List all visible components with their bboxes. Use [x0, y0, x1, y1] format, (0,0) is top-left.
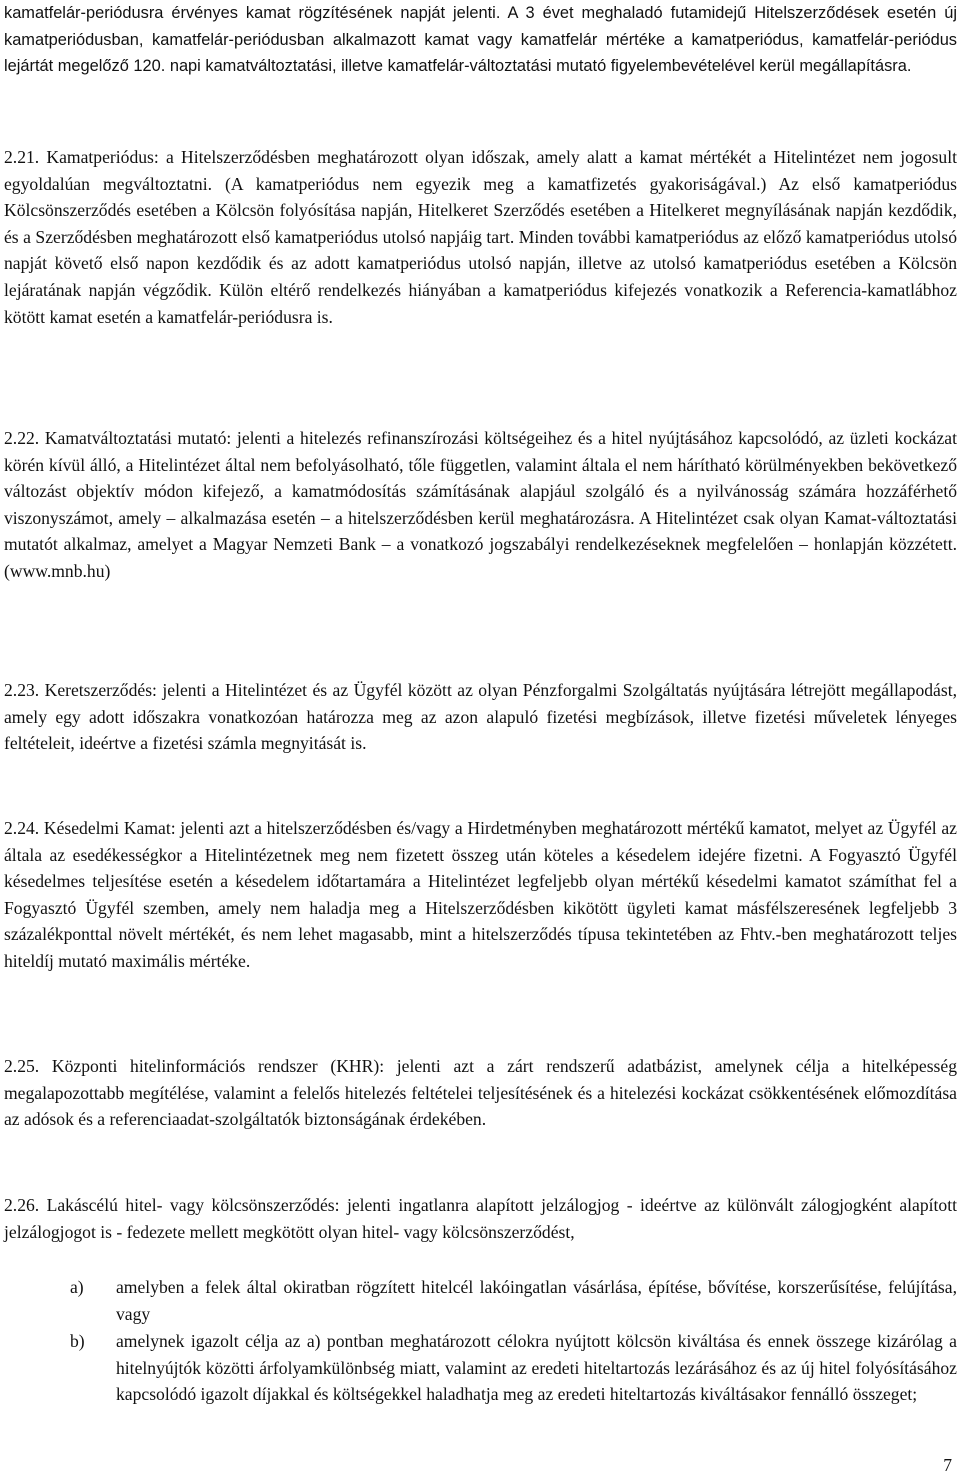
section-2-21-text: 2.21. Kamatperiódus: a Hitelszerződésben meghatározott olyan időszak, amely alatt a kamat mértékét a Hitelintézet nem jogosult egyoldalúan megváltoztatni. (A kamatperiódus nem egyezik meg a kamatfizetés gyakoriságával.) Az első kamatperiódus Kölcsönszerződés esetében a Kölcsön folyósítása napján, Hitelkeret Szerződés esetében a Hitelkeret megnyílásának napján kezdődik, és a Szerződésben meghatározott első kamatperiódus utolsó napjáig tart. Minden további kamatperiódus az előző kamatperiódus utolsó napját követő első napon kezdődik és az adott kamatperiódus utolsó napján, illetve az utolsó kamatperiódus esetében a Kölcsön lejáratának napján végződik. Külön eltérő rendelkezés hiányában a kamatperiódus kifejezés vonatkozik a Referencia-kamatlábhoz kötött kamat esetén a kamatfelár-periódusra is. [4, 147, 957, 327]
section-2-25 [4, 1053, 957, 1133]
section-2-23-text: 2.23. Keretszerződés: jelenti a Hitelintézet és az Ügyfél között az olyan Pénzforgalmi Szolgáltatás nyújtására létrejött megállapodást, amely egy adott időszakra vonatkozóan határozza meg az azon alapuló fizetési megbízások, illetve fizetési műveletek lényeges feltételeit, ideértve a fizetési számla megnyitását is. [4, 680, 957, 754]
section-2-22-text: 2.22. Kamatváltoztatási mutató: jelenti a hitelezés refinanszírozási költségeihez és a hitel nyújtásához kapcsolódó, az üzleti kockázat körén kívül álló, a Hitelintézet által nem befolyásolható, tőle független, valamint általa el nem hárítható körülményekben bekövetkező változást objektív módon kifejező, a kamatmódosítás számításának alapjául szolgáló és a nyilvánosság számára hozzáférhető viszonyszámot, amely – alkalmazása esetén – a hitelszerződésben kerül meghatározásra. A Hitelintézet csak olyan Kamat-változtatási mutatót alkalmaz, amelyet a Magyar Nemzeti Bank – a vonatkozó jogszabályi rendelkezéseknek megfelelően – honlapján közzétett. (www.mnb.hu) [4, 428, 957, 581]
section-2-24 [4, 815, 957, 975]
section-2-26-text: 2.26. Lakáscélú hitel- vagy kölcsönszerződés: jelenti ingatlanra alapított jelzálogjog - ideértve az különvált zálogjogként alapított jelzálogjogot is - fedezete mellett megkötött olyan hitel- vagy kölcsönszerződést, [4, 1195, 957, 1242]
list-item [4, 1328, 957, 1408]
section-2-24-text: 2.24. Késedelmi Kamat: jelenti azt a hitelszerződésben és/vagy a Hirdetményben meghatározott mértékű kamatot, melyet az Ügyfél az általa az esedékességkor a Hitelintézetnek meg nem fizetett összeg után köteles a késedelem idejére fizetni. A Fogyasztó Ügyfél késedelmes teljesítése esetén a késedelem időtartamára a Hitelintézet legfeljebb olyan mértékű késedelmi kamatot számíthat fel a Fogyasztó Ügyfél szemben, amely nem haladja meg a Hitelszerződésben kikötött ügyleti kamat másfélszeresének legfeljebb 3 százalékponttal növelt mértékét, és nem lehet magasabb, mint a hitelszerződés típusa tekintetében az Fhtv.-ben meghatározott teljes hiteldíj mutató maximális mértéke. [4, 818, 957, 971]
section-2-22 [4, 425, 957, 585]
section-2-23 [4, 677, 957, 757]
page-number: 7 [943, 1455, 952, 1475]
section-2-25-text: 2.25. Központi hitelinformációs rendszer (KHR): jelenti azt a zárt rendszerű adatbázist, amelynek célja a hitelképesség megalapozottabb megítélése, valamint a felelős hitelezés feltételei teljesítésének és a hitelezési kockázat csökkentésének előmozdítása az adósok és a referenciaadat-szolgáltatók biztonságának érdekében. [4, 1056, 957, 1130]
list-item [4, 1274, 957, 1327]
intro-paragraph [4, 0, 957, 80]
definition-list [4, 1274, 957, 1408]
list-marker: b) [70, 1331, 85, 1352]
section-2-26 [4, 1192, 957, 1245]
section-2-21 [4, 144, 957, 330]
list-item-text: amelyben a felek által okiratban rögzített hitelcél lakóingatlan vásárlása, építése, bővítése, korszerűsítése, felújítása, vagy [116, 1277, 957, 1324]
list-item-text: amelynek igazolt célja az a) pontban meghatározott célokra nyújtott kölcsön kiváltása és ennek összege kizárólag a hitelnyújtók közötti árfolyamkülönbség miatt, valamint az eredeti hiteltartozás lezárásához és az új hitel folyósításához kapcsolódó igazolt díjakkal és költségekkel haladhatja meg az eredeti hiteltartozás kiváltásakor fennálló összeget; [116, 1331, 957, 1405]
intro-text: kamatfelár-periódusra érvényes kamat rögzítésének napját jelenti. A 3 évet meghaladó futamidejű Hitelszerződések esetén új kamatperiódusban, kamatfelár-periódusban alkalmazott kamat vagy kamatfelár mértéke a kamatperiódus, kamatfelár-periódus lejártát megelőző 120. napi kamatváltoztatási, illetve kamatfelár-változtatási mutató figyelembevételével kerül megállapításra. [4, 4, 957, 76]
list-marker: a) [70, 1277, 84, 1297]
